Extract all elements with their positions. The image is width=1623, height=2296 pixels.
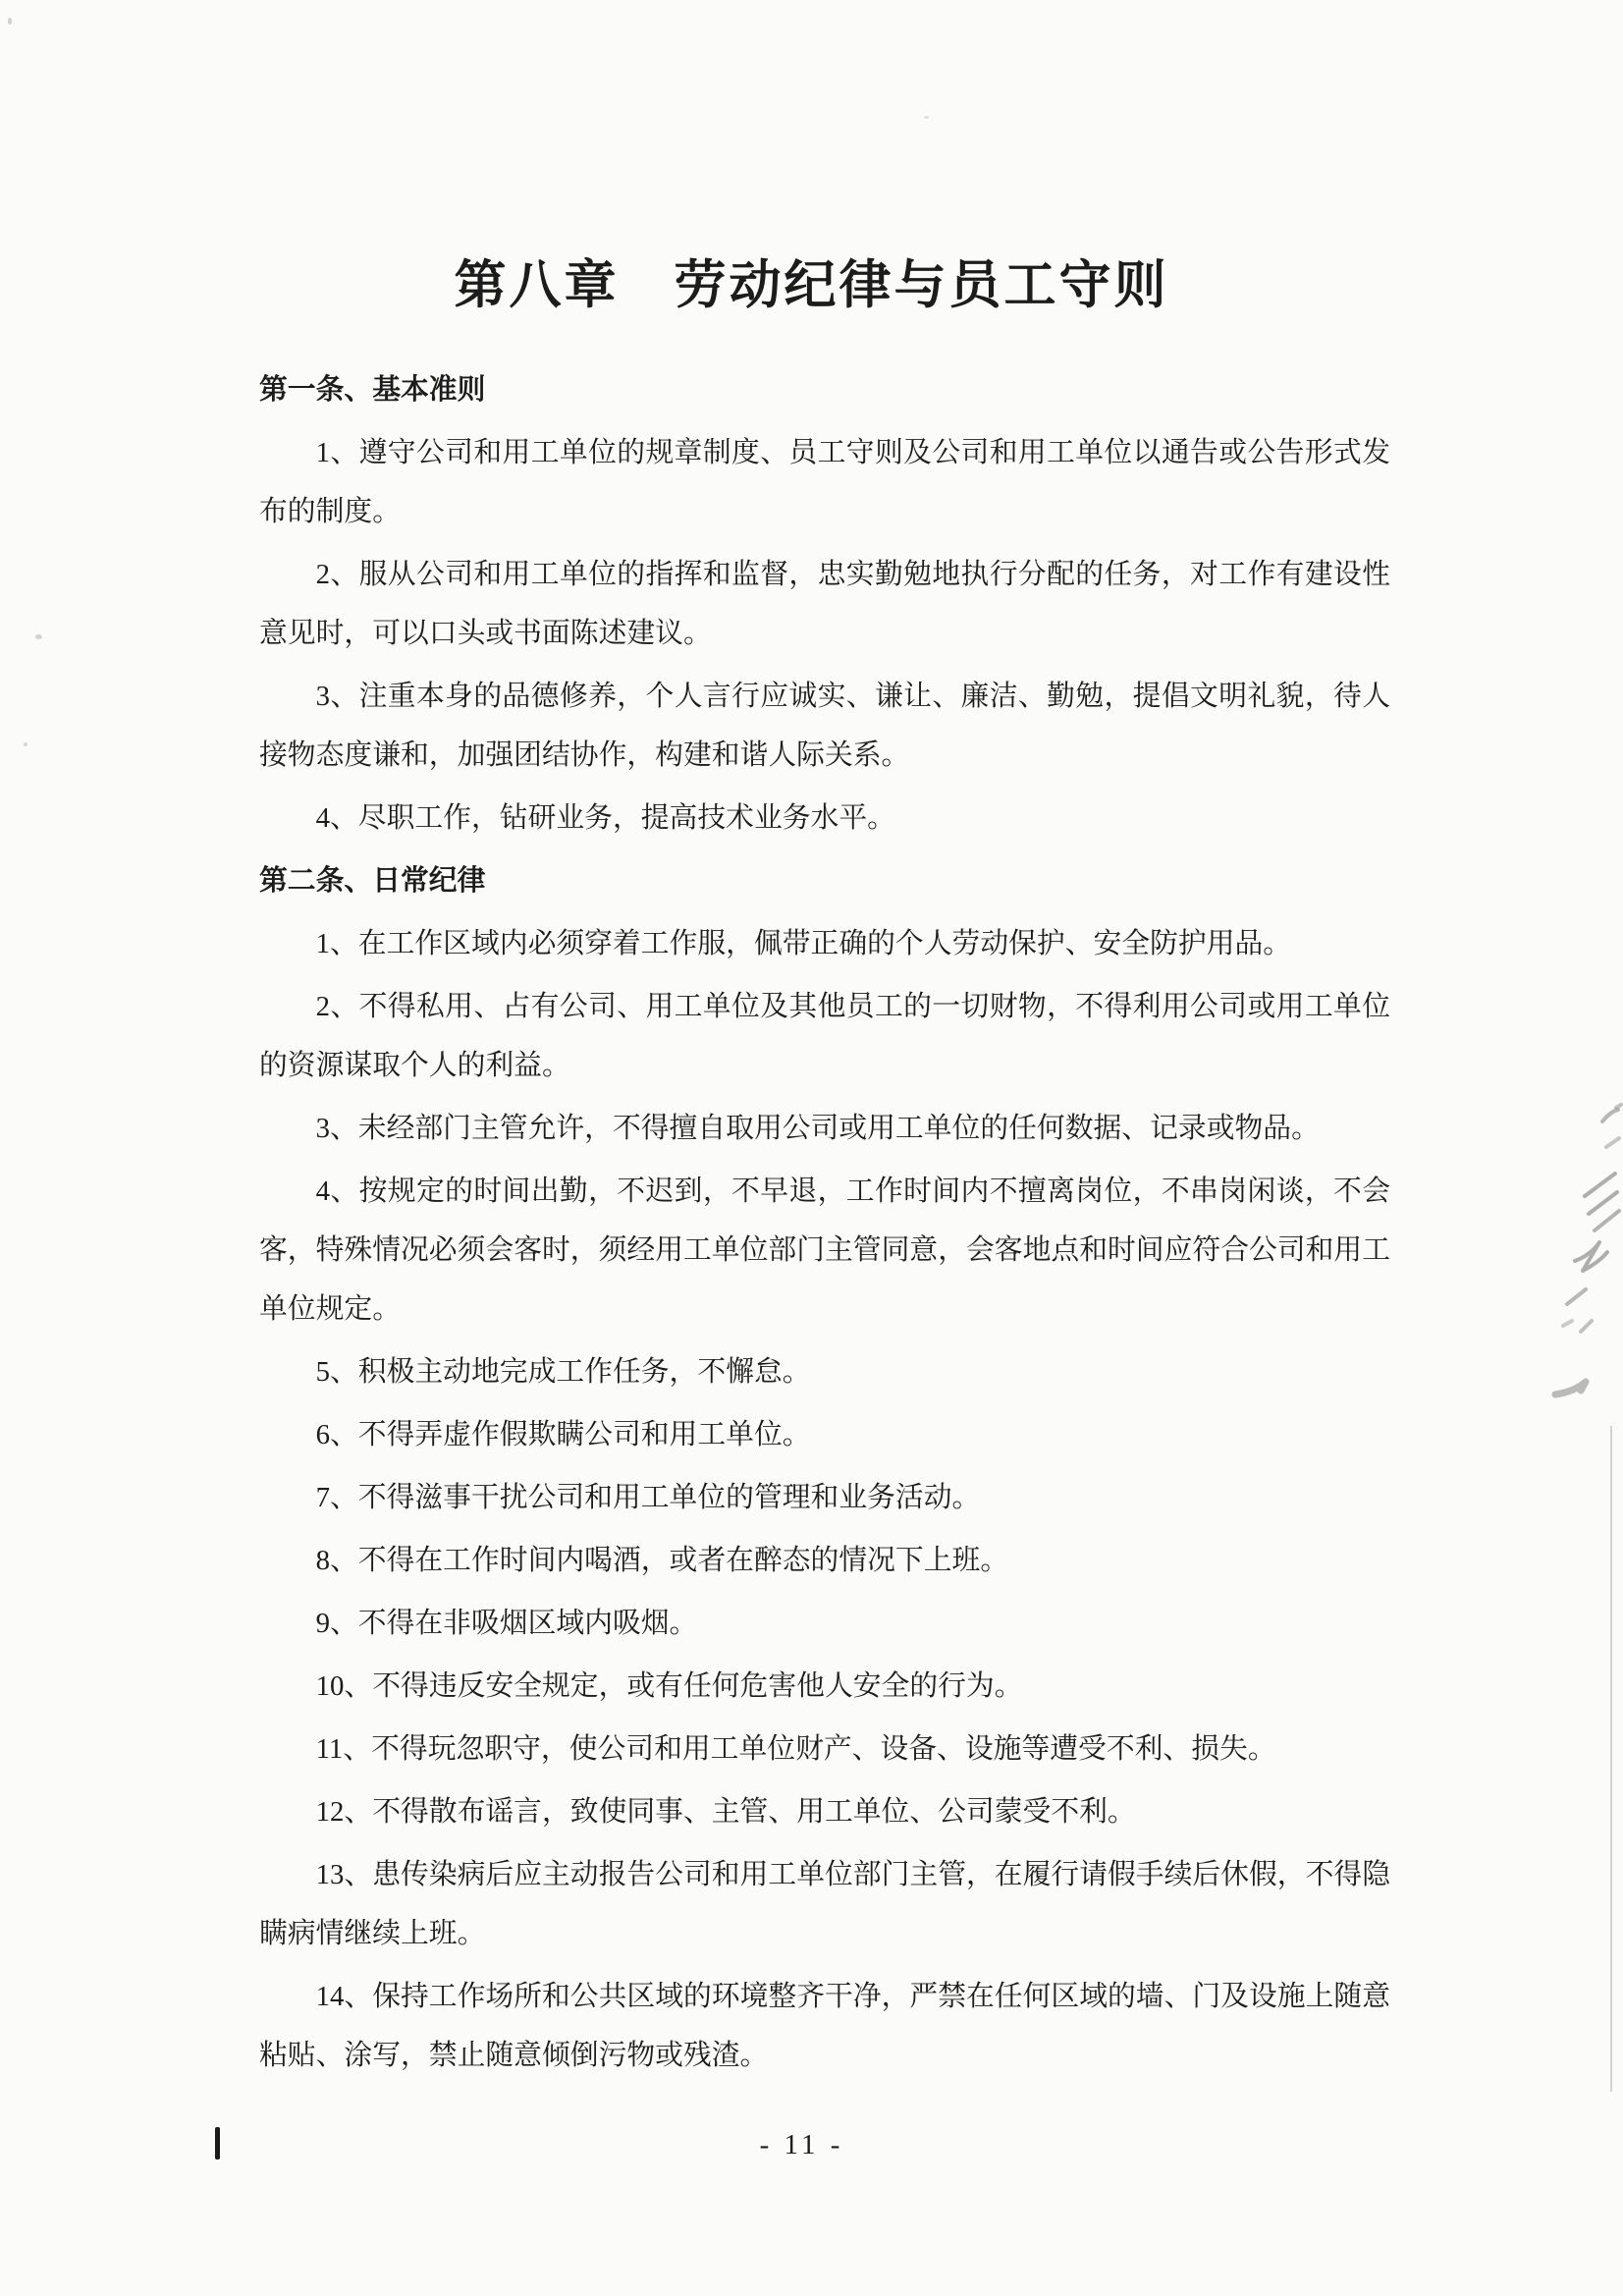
rule-item: 1、在工作区域内必须穿着工作服，佩带正确的个人劳动保护、安全防护用品。 [315,928,1292,959]
rule-item: 1、遵守公司和用工单位的规章制度、员工守则及公司和用工单位以通告或公告形式发布的制度。 [259,437,1390,527]
chapter-title: 第八章 劳动纪律与员工守则 [454,257,1169,314]
scan-speck [924,116,929,119]
rule-item: 11、不得玩忽职守，使公司和用工单位财产、设备、设施等遭受不利、损失。 [315,1733,1276,1765]
rule-item: 10、不得违反安全规定，或有任何危害他人安全的行为。 [315,1670,1023,1702]
rule-item: 13、患传染病后应主动报告公司和用工单位部门主管，在履行请假手续后休假，不得隐瞒病情继续上班。 [259,1859,1390,1949]
rule-item: 7、不得滋事干扰公司和用工单位的管理和业务活动。 [315,1482,981,1513]
rule-item: 2、服从公司和用工单位的指挥和监督，忠实勤勉地执行分配的任务，对工作有建设性意见时，可以口头或书面陈述建议。 [259,559,1390,649]
rule-item: 6、不得弄虚作假欺瞒公司和用工单位。 [315,1419,811,1450]
section-heading-daily-discipline: 第二条、日常纪律 [259,865,486,897]
rule-item: 4、尽职工作，钻研业务，提高技术业务水平。 [315,802,895,834]
rule-item: 2、不得私用、占有公司、用工单位及其他员工的一切财物，不得利用公司或用工单位的资源谋取个人的利益。 [259,991,1390,1081]
rule-item: 3、注重本身的品德修养，个人言行应诚实、谦让、廉洁、勤勉，提倡文明礼貌，待人接物态度谦和，加强团结协作，构建和谐人际关系。 [259,681,1390,771]
section-heading-basic-rules: 第一条、基本准则 [259,374,486,406]
scan-speck [8,18,12,25]
rule-item: 4、按规定的时间出勤，不迟到，不早退，工作时间内不擅离岗位，不串岗闲谈，不会客，特殊情况必须会客时，须经用工单位部门主管同意，会客地点和时间应符合公司和用工单位规定。 [259,1175,1390,1325]
rule-item: 9、不得在非吸烟区域内吸烟。 [315,1608,698,1639]
rule-item: 5、积极主动地完成工作任务，不懈怠。 [315,1356,811,1388]
handwritten-scribble-artifact [1547,1102,1623,1426]
page-edge-line-artifact [1610,1426,1612,2092]
rule-item: 8、不得在工作时间内喝酒，或者在醉态的情况下上班。 [315,1545,1009,1576]
page-number: - 11 - [759,2129,844,2160]
rule-item: 12、不得散布谣言，致使同事、主管、用工单位、公司蒙受不利。 [315,1796,1136,1828]
rule-item: 3、未经部门主管允许，不得擅自取用公司或用工单位的任何数据、记录或物品。 [315,1113,1320,1144]
rule-item: 14、保持工作场所和公共区域的环境整齐干净，严禁在任何区域的墙、门及设施上随意粘贴、涂写，禁止随意倾倒污物或残渣。 [259,1981,1390,2071]
ink-mark-artifact [215,2127,220,2159]
document-body [259,360,1390,2089]
scan-speck [35,634,42,639]
scan-speck [24,742,27,746]
